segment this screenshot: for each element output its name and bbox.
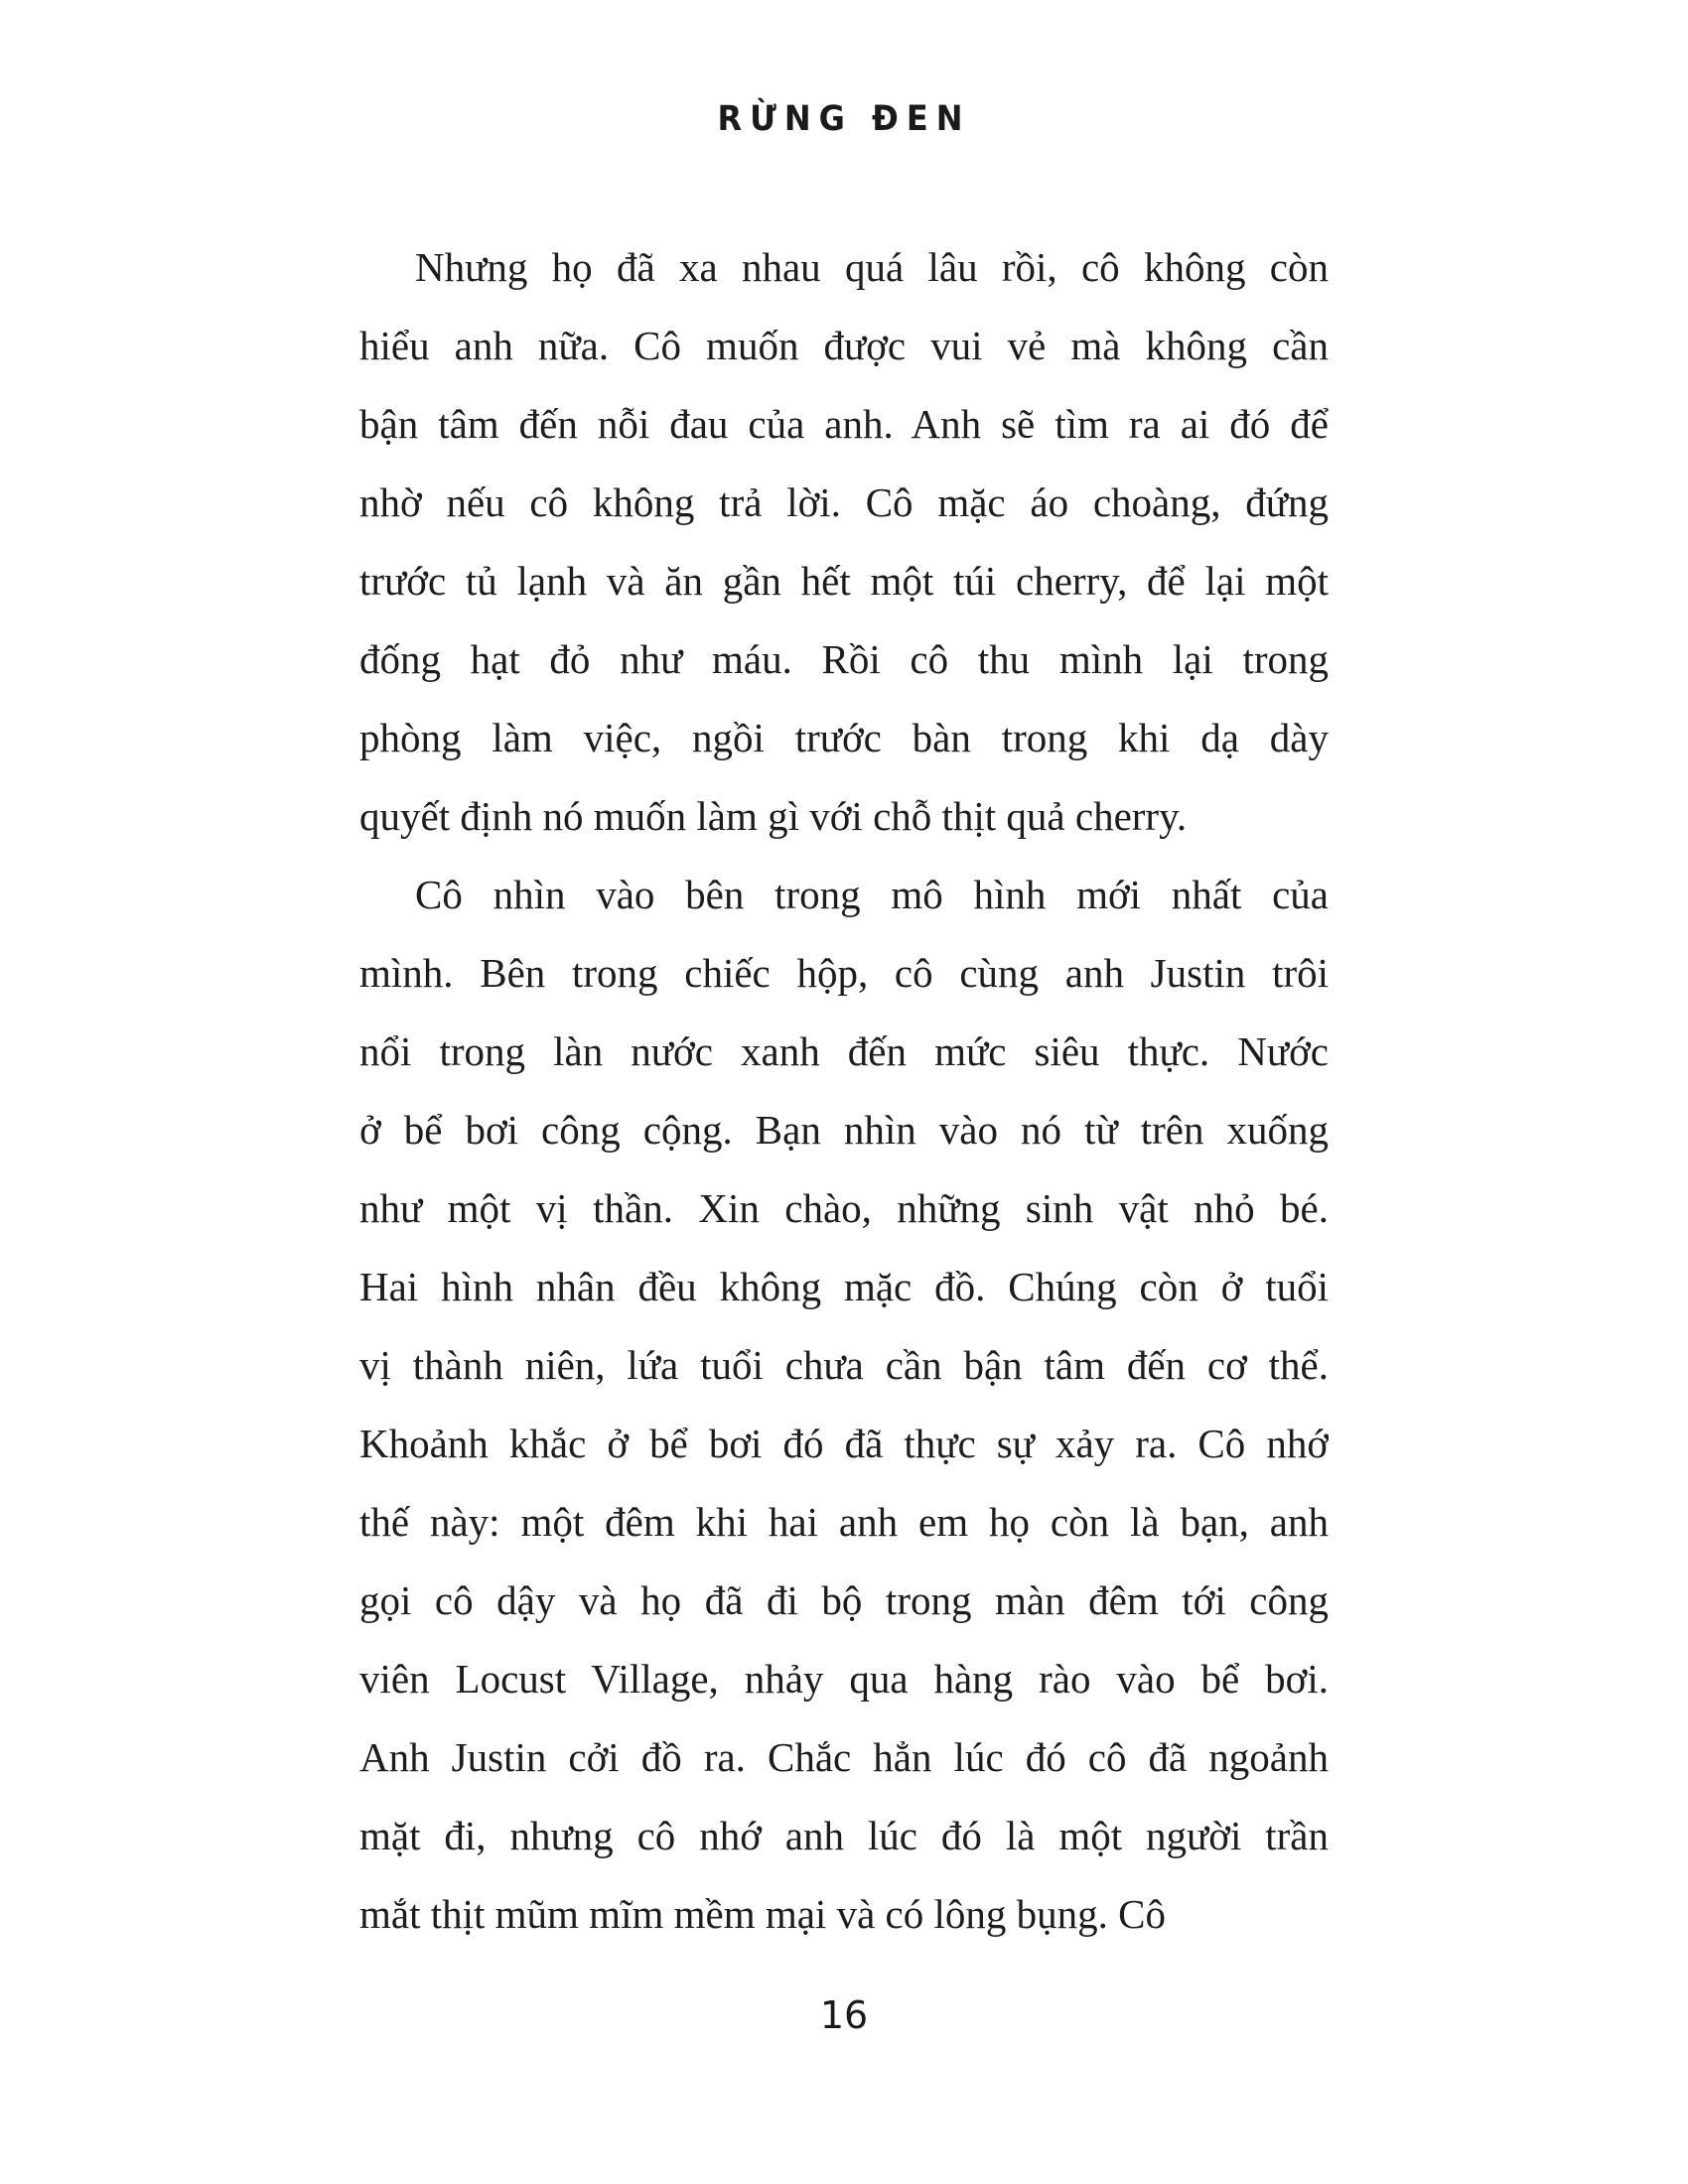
text-line: bận tâm đến nỗi đau của anh. Anh sẽ tìm ra ai đó để xyxy=(359,401,1329,447)
running-head-title: RỪNG ĐEN xyxy=(717,97,971,139)
text-line: nhờ nếu cô không trả lời. Cô mặc áo choàng, đứng xyxy=(359,479,1329,525)
text-line: phòng làm việc, ngồi trước bàn trong khi dạ dày xyxy=(359,715,1329,760)
text-line: mình. Bên trong chiếc hộp, cô cùng anh Justin trôi xyxy=(359,950,1329,996)
paragraph-2 xyxy=(359,856,1329,1954)
text-line: hiểu anh nữa. Cô muốn được vui vẻ mà không cần xyxy=(359,323,1329,368)
text-block xyxy=(359,228,1329,1954)
text-line: như một vị thần. Xin chào, những sinh vật nhỏ bé. xyxy=(359,1185,1329,1231)
text-line: Cô nhìn vào bên trong mô hình mới nhất của xyxy=(415,872,1329,917)
text-line: mắt thịt mũm mĩm mềm mại và có lông bụng. Cô xyxy=(359,1891,1166,1937)
text-line: Anh Justin cởi đồ ra. Chắc hẳn lúc đó cô đã ngoảnh xyxy=(359,1734,1329,1780)
text-line: trước tủ lạnh và ăn gần hết một túi cherry, để lại một xyxy=(359,558,1329,604)
text-line: quyết định nó muốn làm gì với chỗ thịt quả cherry. xyxy=(359,793,1188,839)
text-line: mặt đi, nhưng cô nhớ anh lúc đó là một người trần xyxy=(359,1813,1329,1858)
text-line: viên Locust Village, nhảy qua hàng rào vào bể bơi. xyxy=(359,1656,1329,1702)
text-line: ở bể bơi công cộng. Bạn nhìn vào nó từ trên xuống xyxy=(359,1107,1329,1153)
text-line: gọi cô dậy và họ đã đi bộ trong màn đêm tới công xyxy=(359,1577,1329,1623)
text-line: nổi trong làn nước xanh đến mức siêu thực. Nước xyxy=(359,1028,1329,1074)
text-line: thế này: một đêm khi hai anh em họ còn là bạn, anh xyxy=(359,1499,1329,1545)
text-line: đống hạt đỏ như máu. Rồi cô thu mình lại trong xyxy=(359,636,1329,682)
paragraph-1 xyxy=(359,228,1329,856)
text-line: vị thành niên, lứa tuổi chưa cần bận tâm đến cơ thể. xyxy=(359,1342,1329,1388)
text-line: Nhưng họ đã xa nhau quá lâu rồi, cô không còn xyxy=(415,244,1329,290)
text-line: Hai hình nhân đều không mặc đồ. Chúng còn ở tuổi xyxy=(359,1264,1329,1309)
text-line: Khoảnh khắc ở bể bơi đó đã thực sự xảy ra. Cô nhớ xyxy=(359,1421,1329,1466)
page-number: 16 xyxy=(819,1993,869,2037)
